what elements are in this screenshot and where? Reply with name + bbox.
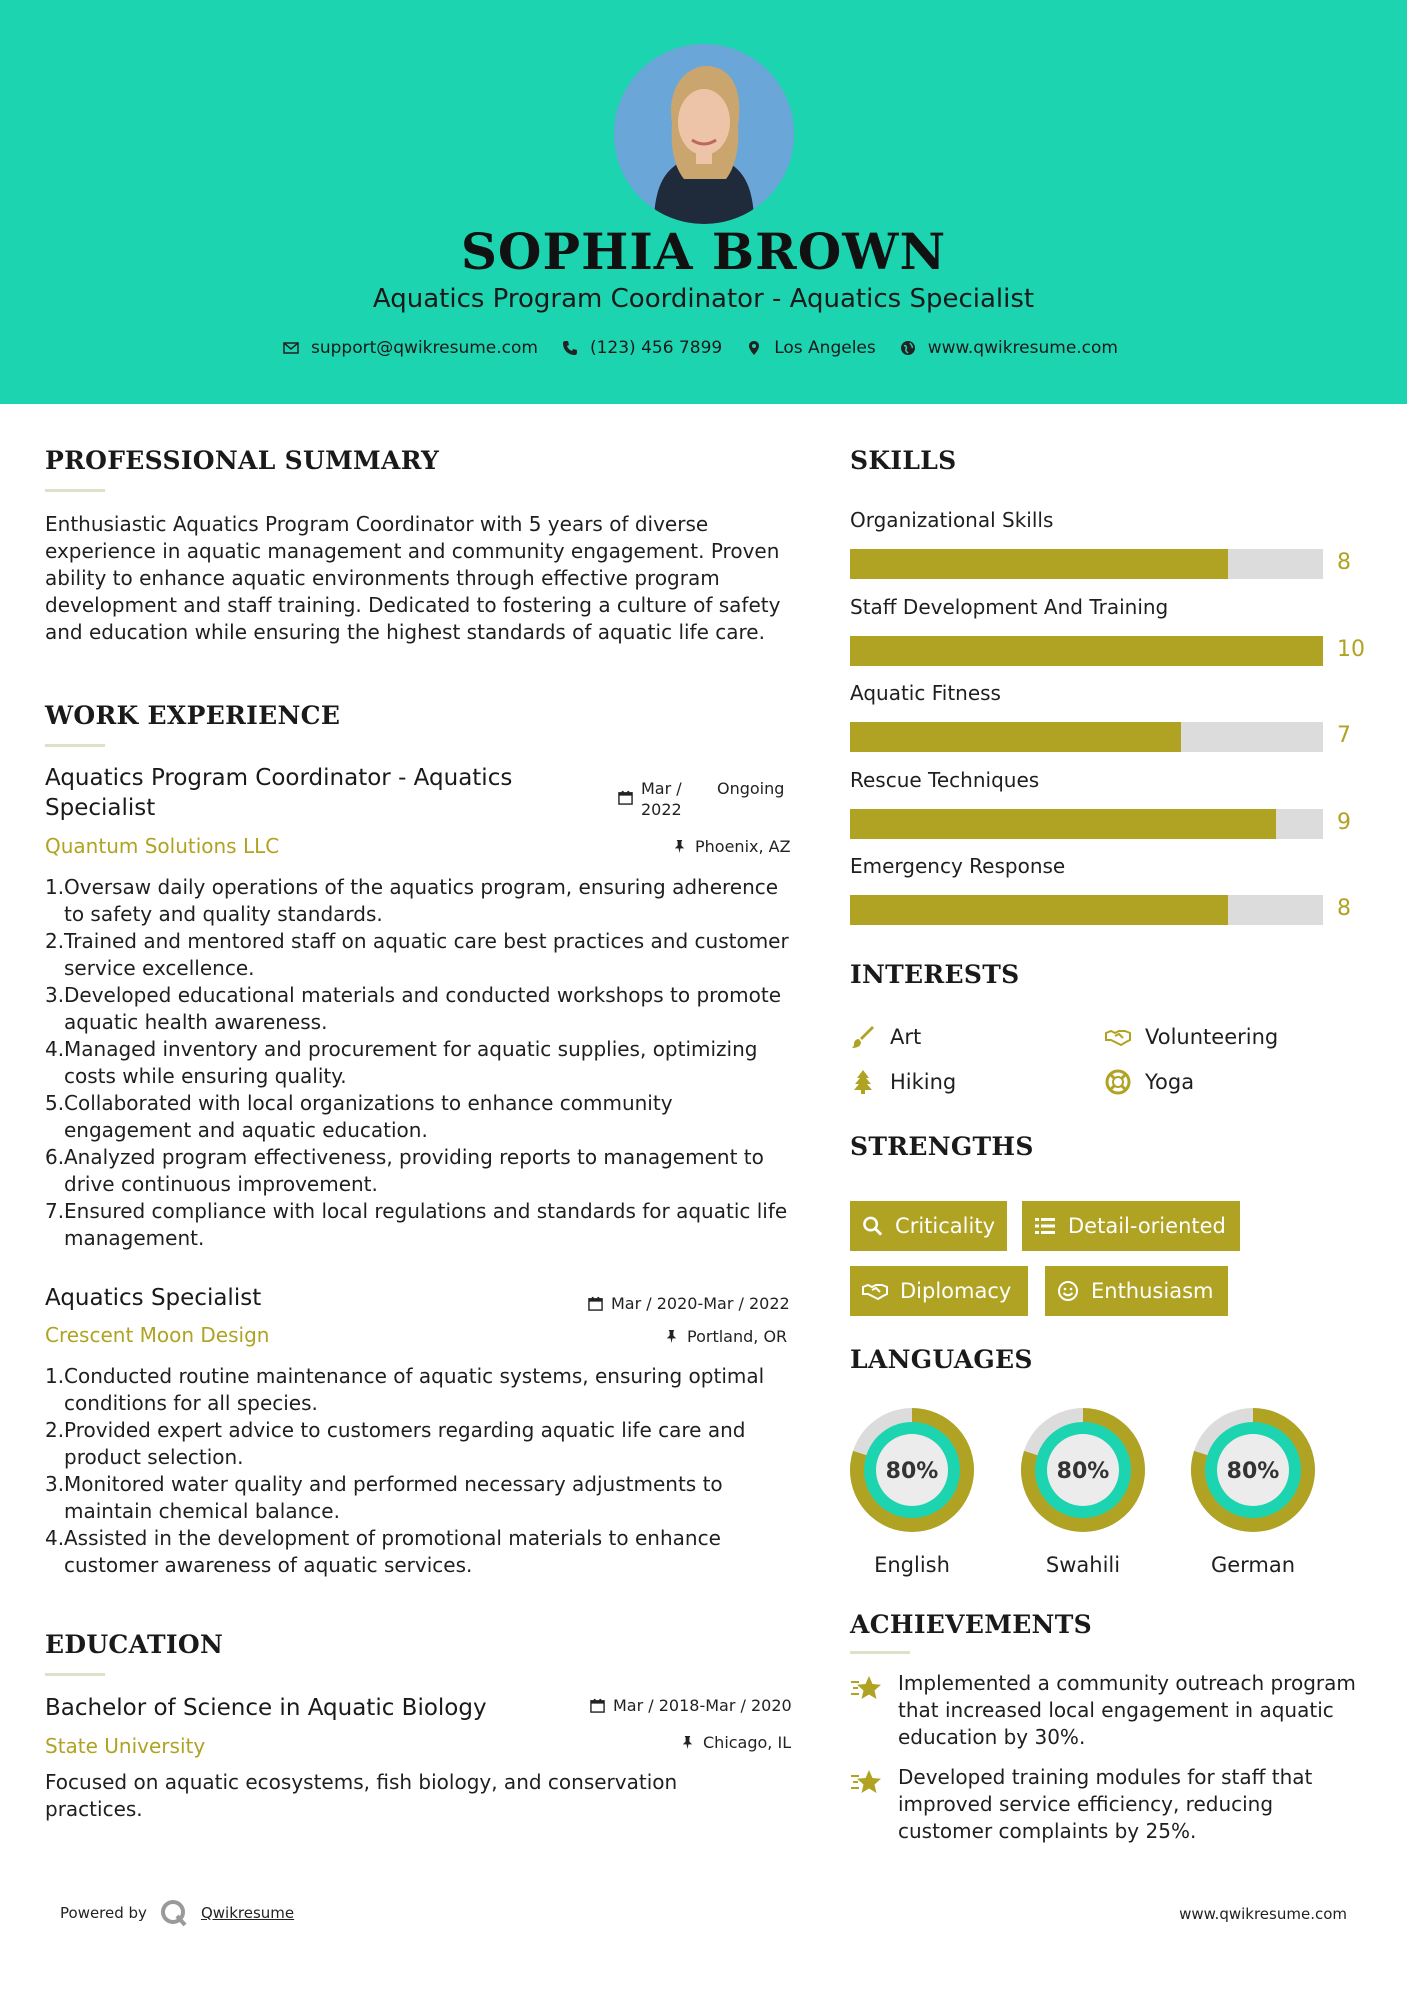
skill-value: 10 [1337, 636, 1365, 662]
language-donut [1021, 1408, 1145, 1532]
paintbrush-icon [850, 1024, 876, 1050]
avatar [614, 44, 794, 224]
language-donut [850, 1408, 974, 1532]
summary-text: Enthusiastic Aquatics Program Coordinator with 5 years of diverse experience in aquatic management and community engagement. Proven ability to enhance aquatic environments through effective program development and staff training. Dedicated to fostering a culture of safety and education while ensuring the highest standards of aquatic life care. [45, 512, 781, 644]
map-marker-icon [746, 340, 762, 356]
interest-item [1105, 1069, 1194, 1095]
job-location [664, 1327, 787, 1346]
job-company: Quantum Solutions LLC [45, 834, 280, 858]
job-bullets [45, 874, 795, 1252]
skill-bar-fill [850, 722, 1181, 752]
strength-label: Diplomacy [900, 1279, 1012, 1303]
achievement-item [850, 1670, 1358, 1751]
language-name: English [874, 1553, 950, 1577]
list-icon [1034, 1215, 1056, 1237]
list-item: Oversaw daily operations of the aquatics program, ensuring adherence to safety and quality standards. [64, 875, 779, 926]
achievements-heading: ACHIEVEMENTS [850, 1610, 1092, 1639]
contact-location [746, 338, 876, 358]
strength-badge [1022, 1201, 1240, 1251]
star-icon [850, 1766, 884, 1800]
language-percent: 80% [1056, 1459, 1110, 1484]
list-item: Trained and mentored staff on aquatic care best practices and customer service excellence. [64, 929, 789, 980]
job-date-start: Mar / 2022 [641, 779, 682, 819]
calendar-icon [590, 1698, 605, 1713]
education-underline [45, 1673, 105, 1676]
search-icon [862, 1215, 883, 1237]
achievement-item [850, 1764, 1358, 1845]
skill-value: 7 [1337, 723, 1351, 748]
footer-website[interactable]: www.qwikresume.com [1179, 1905, 1347, 1923]
strengths-heading: STRENGTHS [850, 1132, 1034, 1161]
summary-heading: PROFESSIONAL SUMMARY [45, 446, 440, 475]
qwikresume-logo-icon [159, 1898, 189, 1928]
skill-label: Organizational Skills [850, 508, 1054, 532]
strength-label: Enthusiasm [1091, 1279, 1214, 1303]
strength-badge [850, 1201, 1007, 1251]
skill-bar-track [850, 809, 1323, 839]
job-date [588, 1294, 790, 1313]
star-icon [850, 1672, 884, 1706]
degree-title: Bachelor of Science in Aquatic Biology [45, 1695, 487, 1721]
education-date [590, 1696, 792, 1715]
footer-powered-by [60, 1898, 294, 1928]
language-percent: 80% [885, 1459, 939, 1484]
list-item: Managed inventory and procurement for aquatic supplies, optimizing costs while ensuring quality. [64, 1037, 758, 1088]
language-item [1021, 1408, 1145, 1588]
achievements-underline [850, 1651, 910, 1654]
job-location-text: Portland, OR [687, 1327, 788, 1346]
interests-heading: INTERESTS [850, 960, 1020, 989]
calendar-icon [588, 1296, 603, 1311]
job-date-text: Mar / 2020-Mar / 2022 [611, 1294, 790, 1313]
skill-label: Emergency Response [850, 854, 1066, 878]
job-title: Aquatics Program Coordinator - Aquatics Specialist [45, 765, 513, 821]
language-percent: 80% [1226, 1459, 1280, 1484]
contact-phone[interactable] [562, 338, 722, 358]
skill-value: 8 [1337, 550, 1351, 575]
contact-bar [0, 338, 1407, 358]
handshake-icon [1105, 1024, 1131, 1050]
language-donut [1191, 1408, 1315, 1532]
education-location [680, 1733, 791, 1752]
smile-icon [1057, 1280, 1079, 1302]
skill-label: Rescue Techniques [850, 767, 1040, 792]
education-description: Focused on aquatic ecosystems, fish biology, and conservation practices. [45, 1770, 678, 1821]
pin-icon [664, 1329, 679, 1344]
language-name: Swahili [1045, 1553, 1121, 1577]
skill-bar-fill [850, 809, 1276, 839]
skills-heading: SKILLS [850, 446, 957, 475]
contact-phone-text: (123) 456 7899 [589, 338, 723, 358]
list-item: Conducted routine maintenance of aquatic systems, ensuring optimal conditions for all species. [64, 1364, 765, 1415]
job-location [672, 837, 791, 856]
powered-by-text: Powered by [60, 1904, 147, 1922]
interest-label: Volunteering [1145, 1025, 1279, 1049]
language-item [850, 1408, 974, 1588]
candidate-title: Aquatics Program Coordinator - Aquatics Specialist [372, 284, 1035, 314]
list-item: Collaborated with local organizations to enhance community engagement and aquatic education. [64, 1091, 673, 1142]
summary-underline [45, 489, 105, 492]
interest-label: Hiking [890, 1070, 957, 1094]
education-date-text: Mar / 2018-Mar / 2020 [613, 1696, 792, 1715]
handshake-icon [862, 1278, 888, 1304]
strength-label: Criticality [895, 1214, 995, 1238]
skill-bar-track [850, 636, 1323, 666]
education-heading: EDUCATION [45, 1630, 224, 1659]
experience-heading: WORK EXPERIENCE [45, 701, 341, 730]
school-name: State University [45, 1734, 206, 1758]
interest-item [850, 1069, 956, 1095]
list-item: Ensured compliance with local regulations and standards for aquatic life management. [64, 1199, 788, 1250]
strength-badge [1045, 1266, 1228, 1316]
list-item: Analyzed program effectiveness, providing reports to management to drive continuous improvement. [64, 1145, 764, 1196]
skill-bar-fill [850, 549, 1228, 579]
skill-value: 9 [1337, 809, 1351, 835]
strength-badge [850, 1266, 1028, 1316]
skill-label: Aquatic Fitness [850, 681, 1001, 705]
skill-value: 8 [1337, 896, 1351, 921]
calendar-icon [618, 790, 633, 805]
interest-item [850, 1024, 921, 1050]
languages-heading: LANGUAGES [850, 1345, 1033, 1374]
job-date-end: Ongoing [717, 779, 785, 798]
experience-underline [45, 744, 105, 747]
list-item: Assisted in the development of promotional materials to enhance customer awareness of aquatic services. [64, 1526, 721, 1577]
interest-label: Yoga [1145, 1070, 1195, 1094]
header-banner [0, 0, 1407, 404]
globe-icon [900, 340, 916, 356]
list-item: Monitored water quality and performed necessary adjustments to maintain chemical balance. [64, 1472, 723, 1523]
achievement-text: Implemented a community outreach program that increased local engagement in aquatic education by 30%. [898, 1671, 1356, 1749]
interest-item [1105, 1024, 1278, 1050]
job-company: Crescent Moon Design [45, 1323, 270, 1347]
skill-bar-track [850, 722, 1323, 752]
skill-bar-fill [850, 895, 1228, 925]
skill-bar-track [850, 895, 1323, 925]
envelope-icon [283, 340, 299, 356]
lifebuoy-icon [1105, 1069, 1131, 1095]
brand-link[interactable]: Qwikresume [200, 1904, 295, 1922]
interest-label: Art [890, 1025, 922, 1049]
achievement-text: Developed training modules for staff that improved service efficiency, reducing customer complaints by 25%. [898, 1765, 1313, 1843]
job-title: Aquatics Specialist [45, 1285, 262, 1311]
pin-icon [672, 839, 687, 854]
pin-icon [680, 1735, 695, 1750]
strength-label: Detail-oriented [1068, 1214, 1226, 1238]
contact-email-text: support@qwikresume.com [311, 338, 538, 358]
job-date [618, 778, 787, 820]
skill-bar-track [850, 549, 1323, 579]
language-item [1191, 1408, 1315, 1588]
list-item: Provided expert advice to customers regarding aquatic life care and product selection. [64, 1418, 746, 1469]
tree-icon [850, 1069, 876, 1095]
skill-bar-fill [850, 636, 1323, 666]
list-item: Developed educational materials and conducted workshops to promote aquatic health awareness. [64, 983, 782, 1034]
candidate-name: SOPHIA BROWN [460, 222, 947, 281]
job-bullets [45, 1363, 795, 1579]
contact-website[interactable] [900, 338, 1118, 358]
contact-website-text: www.qwikresume.com [927, 338, 1118, 358]
contact-email[interactable] [283, 338, 538, 358]
job-location-text: Phoenix, AZ [695, 837, 791, 856]
skill-label: Staff Development And Training [850, 594, 1169, 619]
contact-location-text: Los Angeles [774, 338, 876, 358]
phone-icon [562, 340, 578, 356]
education-location-text: Chicago, IL [703, 1733, 792, 1752]
language-name: German [1210, 1553, 1296, 1577]
